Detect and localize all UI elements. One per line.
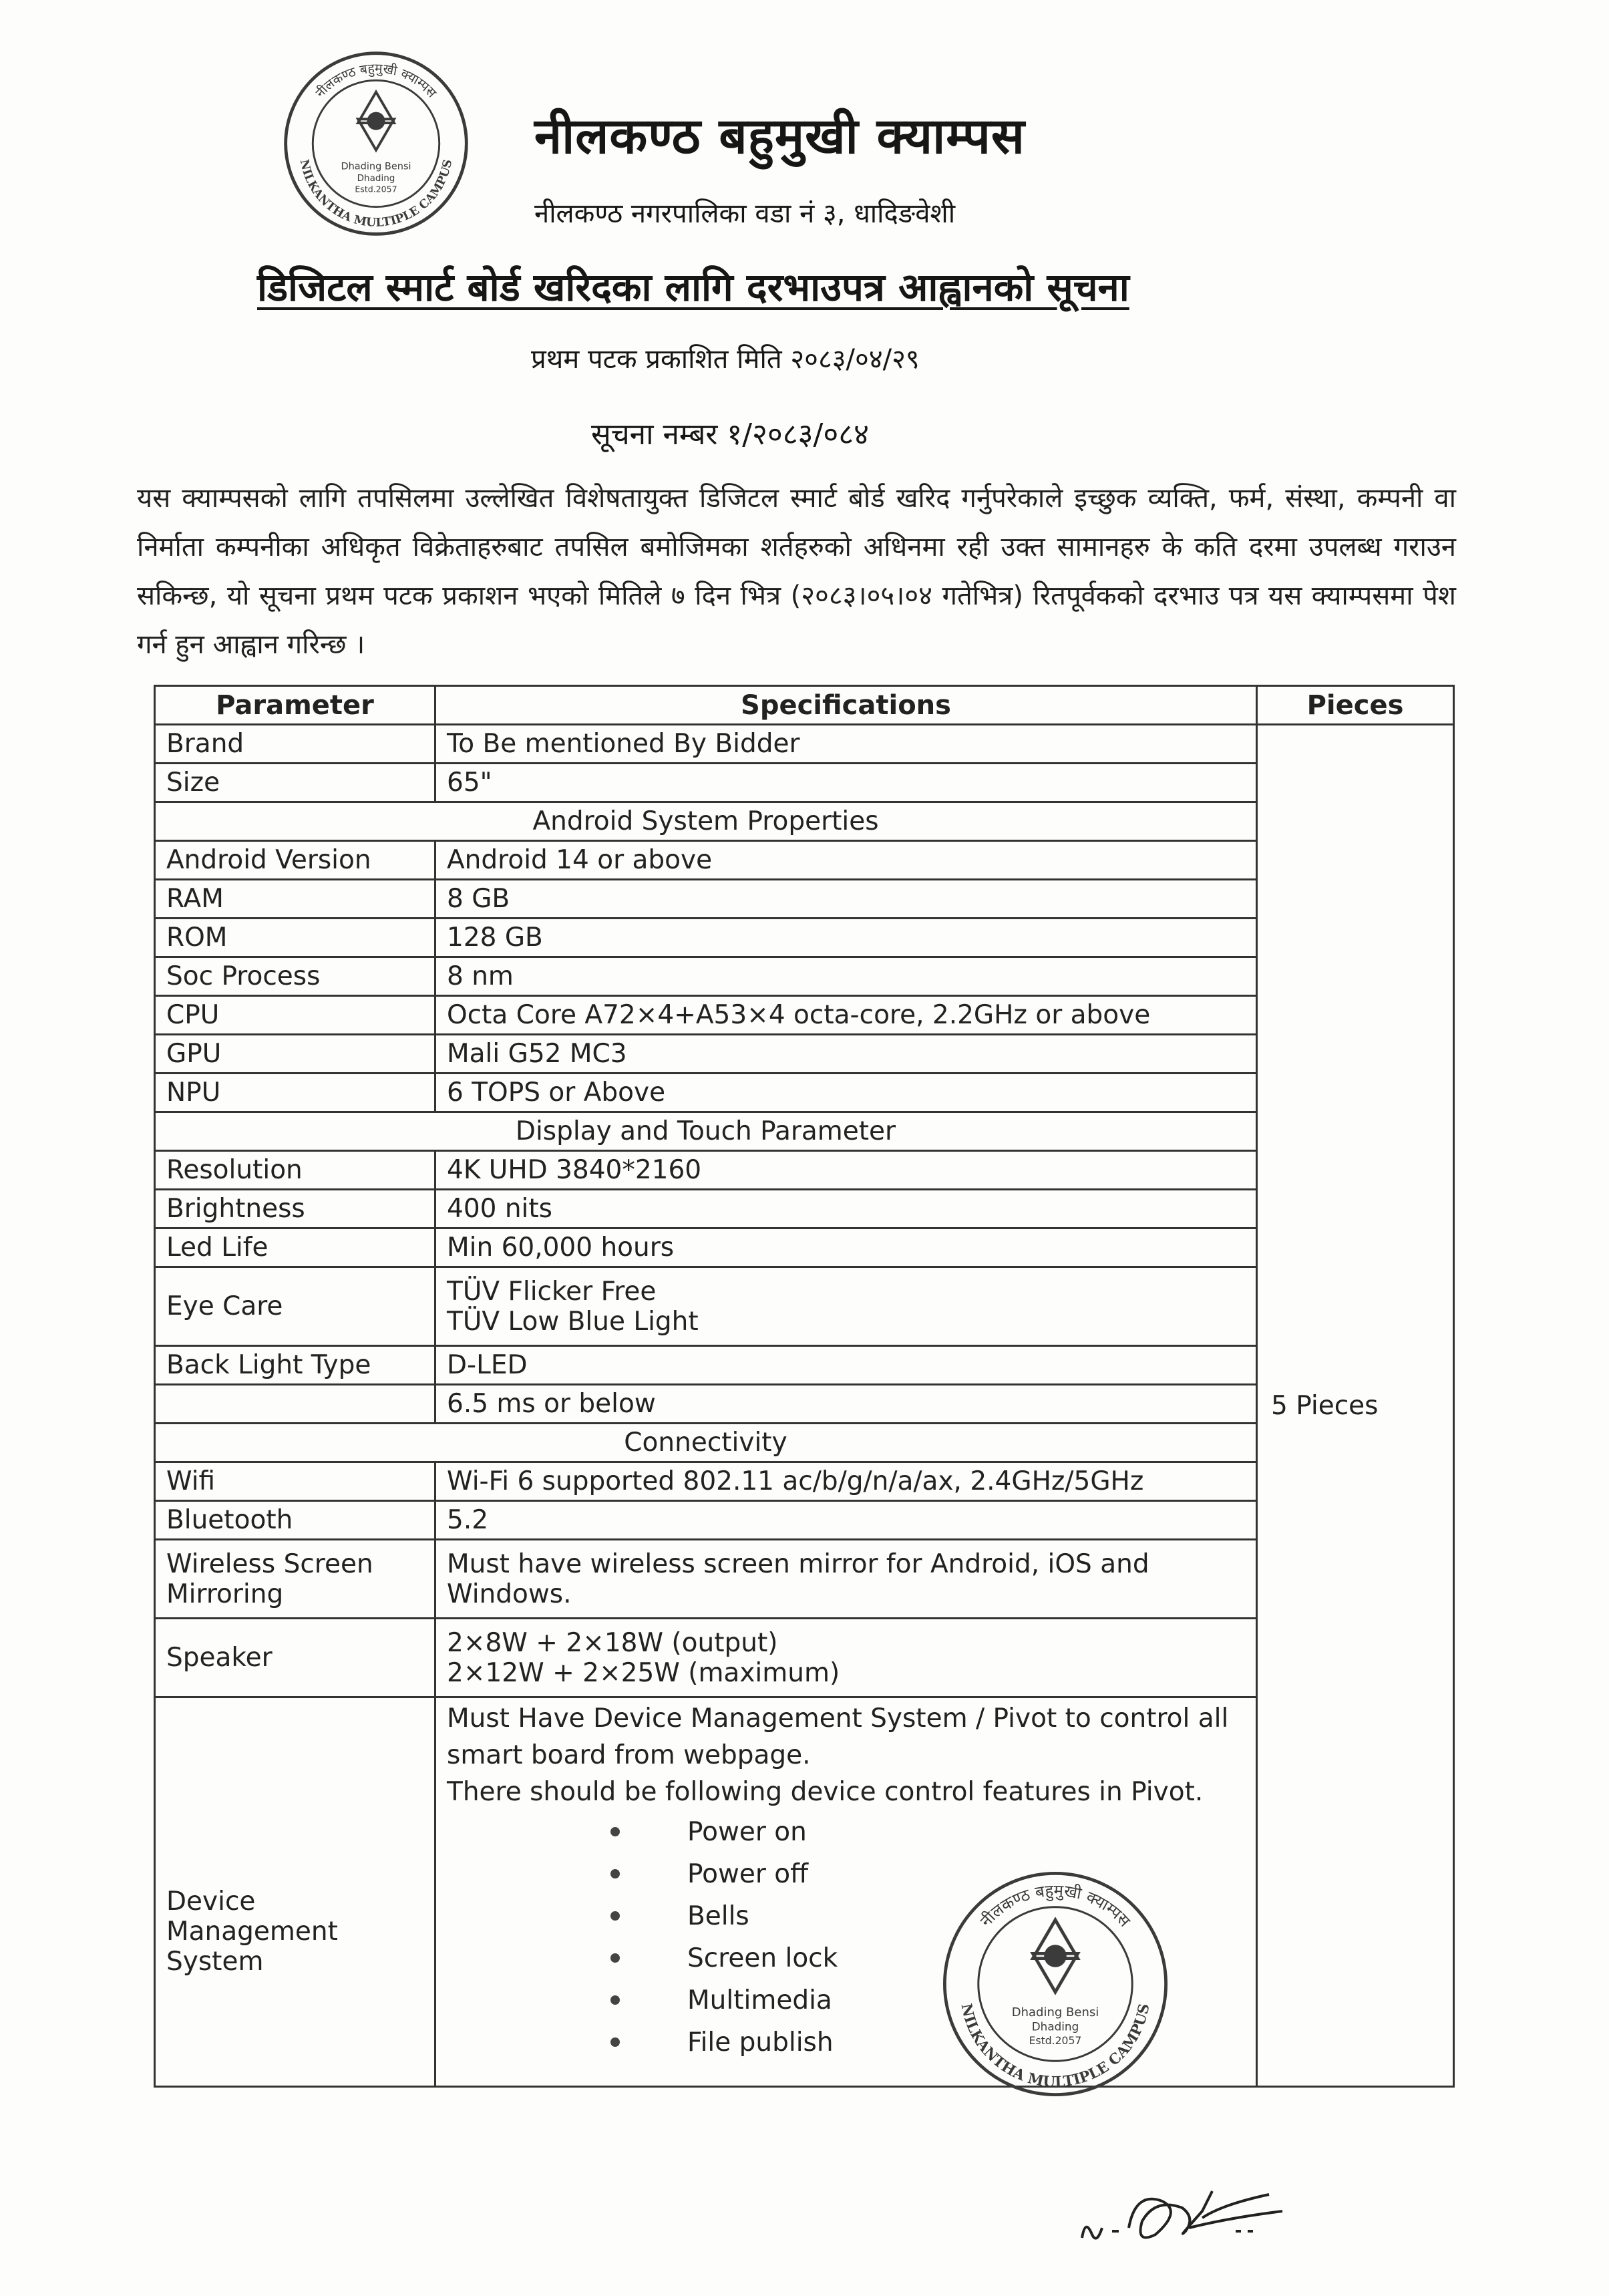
seal-line1: Dhading Bensi — [341, 161, 411, 172]
param-cell: Bluetooth — [155, 1501, 435, 1540]
param-cell: Size — [155, 764, 435, 802]
param-line: Mirroring — [166, 1579, 284, 1609]
seal-ring-text: नीलकण्ठ बहुमुखी क्याम्पस — [976, 1880, 1134, 1931]
list-item: File publish — [447, 2021, 1245, 2064]
param-cell — [155, 1540, 435, 1619]
spec-line: Must have wireless screen mirror for Android, iOS and — [447, 1548, 1149, 1579]
spec-cell: 6.5 ms or below — [435, 1385, 1257, 1424]
param-cell: CPU — [155, 996, 435, 1035]
param-cell: Speaker — [155, 1619, 435, 1697]
param-cell: RAM — [155, 880, 435, 919]
spec-cell: 400 nits — [435, 1190, 1257, 1228]
publication-date: प्रथम पटक प्रकाशित मिति २०८३/०४/२९ — [531, 344, 920, 375]
spec-cell: 128 GB — [435, 919, 1257, 957]
list-item: Power off — [447, 1853, 1245, 1895]
spec-cell — [435, 1540, 1257, 1619]
param-cell: Brand — [155, 725, 435, 764]
param-cell: Soc Process — [155, 957, 435, 996]
param-cell: ROM — [155, 919, 435, 957]
param-line: Device — [166, 1886, 256, 1917]
table-header-row — [155, 686, 1454, 725]
spec-line: TÜV Flicker Free — [447, 1276, 657, 1307]
campus-address: नीलकण्ठ नगरपालिका वडा नं ३, धादिङवेशी — [534, 198, 956, 229]
spec-cell: Min 60,000 hours — [435, 1228, 1257, 1267]
seal-ring-text: नीलकण्ठ बहुमुखी क्याम्पस — [312, 60, 440, 101]
spec-cell — [435, 1619, 1257, 1697]
spec-cell: 6 TOPS or Above — [435, 1074, 1257, 1112]
seal-line2: Dhading — [357, 173, 395, 184]
list-item: Multimedia — [447, 1979, 1245, 2021]
list-item: Screen lock — [447, 1937, 1245, 1979]
spec-line: smart board from webpage. — [447, 1740, 811, 1770]
seal-ring-text-en: NILKANTHA MULTIPLE CAMPUS — [957, 2002, 1153, 2091]
spec-line: Windows. — [447, 1579, 572, 1609]
spec-cell: 65" — [435, 764, 1257, 802]
seal-ring-text-en: NILKANTHA MULTIPLE CAMPUS — [297, 158, 456, 230]
spec-cell: 4K UHD 3840*2160 — [435, 1151, 1257, 1190]
param-cell: Back Light Type — [155, 1346, 435, 1385]
spec-line: 2×12W + 2×25W (maximum) — [447, 1657, 840, 1688]
section-display: Display and Touch Parameter — [155, 1112, 1257, 1151]
spec-cell: To Be mentioned By Bidder — [435, 725, 1257, 764]
seal-line3: Estd.2057 — [355, 184, 397, 194]
section-android: Android System Properties — [155, 802, 1257, 841]
spec-cell: 8 nm — [435, 957, 1257, 996]
spec-line: 2×8W + 2×18W (output) — [447, 1627, 778, 1658]
header-specifications: Specifications — [435, 686, 1257, 725]
spec-cell: D-LED — [435, 1346, 1257, 1385]
pieces-cell: 5 Pieces — [1257, 725, 1454, 2087]
spec-cell: Android 14 or above — [435, 841, 1257, 880]
param-line: Management — [166, 1916, 338, 1947]
list-item: Bells — [447, 1895, 1245, 1937]
param-cell: Led Life — [155, 1228, 435, 1267]
spec-line: Must Have Device Management System / Pivot to control all — [447, 1703, 1229, 1734]
param-cell: GPU — [155, 1035, 435, 1074]
seal-line3: Estd.2057 — [1029, 2035, 1082, 2047]
spec-line: TÜV Low Blue Light — [447, 1306, 699, 1337]
param-cell: Brightness — [155, 1190, 435, 1228]
param-cell: Wifi — [155, 1462, 435, 1501]
spec-cell: Octa Core A72×4+A53×4 octa-core, 2.2GHz or above — [435, 996, 1257, 1035]
param-cell: NPU — [155, 1074, 435, 1112]
param-line: Wireless Screen — [166, 1548, 373, 1579]
notice-number: सूचना नम्बर १/२०८३/०८४ — [591, 418, 870, 452]
param-line: System — [166, 1946, 264, 1977]
spec-line: There should be following device control features in Pivot. — [447, 1777, 1204, 1807]
campus-seal-top — [279, 47, 473, 240]
param-cell: Resolution — [155, 1151, 435, 1190]
spec-cell: 8 GB — [435, 880, 1257, 919]
param-cell — [155, 1697, 435, 2087]
campus-seal-bottom — [935, 1864, 1176, 2104]
specification-table — [154, 685, 1455, 2088]
param-cell: Android Version — [155, 841, 435, 880]
seal-line2: Dhading — [1031, 2019, 1079, 2033]
param-cell — [155, 1385, 435, 1424]
param-cell: Eye Care — [155, 1267, 435, 1346]
spec-cell: Mali G52 MC3 — [435, 1035, 1257, 1074]
seal-line1: Dhading Bensi — [1011, 2005, 1099, 2019]
campus-name: नीलकण्ठ बहुमुखी क्याम्पस — [534, 108, 1025, 165]
table-row — [155, 725, 1454, 764]
signature — [1069, 2164, 1289, 2258]
section-connectivity: Connectivity — [155, 1424, 1257, 1462]
spec-cell: 5.2 — [435, 1501, 1257, 1540]
spec-cell — [435, 1267, 1257, 1346]
notice-body-text: यस क्याम्पसको लागि तपसिलमा उल्लेखित विशेषतायुक्त डिजिटल स्मार्ट बोर्ड खरिद गर्नुपरेकाले इच्छुक व्यक्ति, फर्म, संस्था, कम्पनी वा निर्माता कम्पनीका अधिकृत विक्रेताहरुबाट तपसिल बमोजिमका शर्तहरुको अधिनमा रही उक्त सामानहरु के कति दरमा उपलब्ध गराउन सकिन्छ, यो सूचना प्रथम पटक प्रकाशन भएको मितिले ७ दिन भित्र (२०८३।०५।०४ गतेभित्र) रितपूर्वकको दरभाउ पत्र यस क्याम्पसमा पेश गर्न हुन आह्वान गरिन्छ । — [137, 483, 1456, 660]
header-pieces: Pieces — [1257, 686, 1454, 725]
header-parameter: Parameter — [155, 686, 435, 725]
list-item: Power on — [447, 1811, 1245, 1853]
notice-heading: डिजिटल स्मार्ट बोर्ड खरिदका लागि दरभाउपत्र आह्वानको सूचना — [257, 265, 1129, 310]
spec-cell: Wi-Fi 6 supported 802.11 ac/b/g/n/a/ax, 2.4GHz/5GHz — [435, 1462, 1257, 1501]
